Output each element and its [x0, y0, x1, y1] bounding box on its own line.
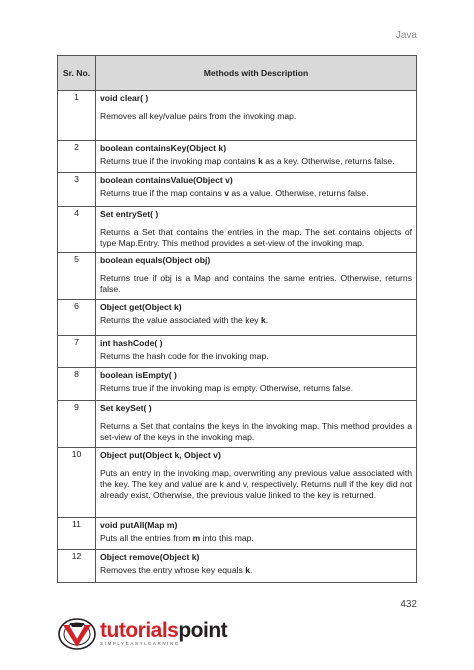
description-emphasis: m — [192, 533, 201, 543]
row-number: 2 — [58, 141, 96, 173]
row-number: 1 — [58, 91, 96, 141]
method-signature: boolean containsValue(Object v) — [100, 175, 233, 185]
method-cell — [96, 253, 417, 300]
method-signature: void putAll(Map m) — [100, 520, 178, 530]
table-header-row — [58, 56, 417, 91]
method-cell — [96, 173, 417, 207]
table-row — [58, 518, 417, 550]
method-description — [100, 227, 412, 249]
method-description — [100, 533, 412, 544]
table-row — [58, 173, 417, 207]
table-row — [58, 336, 417, 368]
method-description — [100, 111, 412, 122]
logo-tagline: SIMPLYEASYLEARNING — [100, 641, 180, 646]
logo-wordmark: tutorialspoint — [100, 619, 228, 642]
row-number: 8 — [58, 368, 96, 401]
table-row — [58, 207, 417, 253]
description-text: into this map. — [200, 533, 254, 543]
method-cell — [96, 401, 417, 448]
method-signature: Object put(Object k, Object v) — [100, 450, 221, 460]
method-cell — [96, 207, 417, 253]
logo-mark-icon — [57, 617, 97, 651]
description-text: Returns a Set that contains the entries in the map. The set contains objects of type Map.Entry. This method provides a set-view of the invoking map. — [100, 227, 412, 248]
row-number: 6 — [58, 300, 96, 336]
description-text: Removes all key/value pairs from the invoking map. — [100, 111, 297, 121]
method-description — [100, 421, 412, 443]
table-row — [58, 368, 417, 401]
row-number: 5 — [58, 253, 96, 300]
method-signature: Object remove(Object k) — [100, 552, 200, 562]
description-emphasis: k — [258, 156, 263, 166]
description-text: . — [265, 315, 269, 325]
table-row — [58, 550, 417, 583]
description-emphasis: k — [260, 315, 266, 325]
method-signature: boolean containsKey(Object k) — [100, 143, 227, 153]
description-text: Returns a Set that contains the keys in the invoking map. This method provides a set-view of the keys in the invoking map. — [100, 421, 412, 442]
method-description — [100, 273, 412, 295]
method-cell — [96, 91, 417, 141]
row-number: 12 — [58, 550, 96, 583]
description-text: . — [250, 565, 253, 575]
row-number: 9 — [58, 401, 96, 448]
method-cell — [96, 550, 417, 583]
description-text: Puts all the entries from — [100, 533, 193, 543]
column-header-sr-no: Sr. No. — [58, 56, 96, 91]
method-description — [100, 351, 412, 362]
description-text: Returns true if the invoking map contains — [100, 156, 259, 166]
method-cell — [96, 300, 417, 336]
row-number: 11 — [58, 518, 96, 550]
method-cell — [96, 141, 417, 173]
method-cell — [96, 368, 417, 401]
method-description — [100, 565, 412, 576]
description-text: Returns true if the map contains — [100, 188, 225, 198]
method-description — [100, 156, 412, 167]
method-description — [100, 315, 412, 326]
tutorialspoint-logo — [57, 617, 227, 651]
table-row — [58, 253, 417, 300]
table-row — [58, 300, 417, 336]
method-signature: Object get(Object k) — [100, 302, 182, 312]
method-description — [100, 468, 412, 501]
method-signature: Set keySet( ) — [100, 403, 152, 413]
method-description — [100, 188, 412, 199]
description-text: Returns true if the invoking map is empty. Otherwise, returns false. — [100, 383, 353, 393]
header-title: Java — [395, 30, 417, 41]
description-text: Removes the entry whose key equals — [100, 565, 246, 575]
method-cell — [96, 336, 417, 368]
method-cell — [96, 448, 417, 518]
column-header-methods: Methods with Description — [96, 56, 417, 91]
row-number: 7 — [58, 336, 96, 368]
row-number: 3 — [58, 173, 96, 207]
method-signature: Set entrySet( ) — [100, 209, 159, 219]
page-number: 432 — [400, 599, 417, 610]
description-text: Returns the value associated with the key — [100, 315, 261, 325]
row-number: 4 — [58, 207, 96, 253]
description-text: as a key. Otherwise, returns false. — [262, 156, 395, 166]
method-signature: boolean isEmpty( ) — [100, 370, 177, 380]
methods-table — [57, 55, 417, 583]
description-text: as a value. Otherwise, returns false. — [228, 188, 369, 198]
method-description — [100, 383, 412, 394]
description-text: Puts an entry in the invoking map, overwriting any previous value associated with the key. The key and value are k and v, respectively. Returns null if the key did not already exist. Otherwise, the previous value linked to the key is returned. — [100, 468, 412, 500]
method-signature: void clear( ) — [100, 93, 149, 103]
description-text: Returns the hash code for the invoking map. — [100, 351, 269, 361]
description-emphasis: k — [245, 565, 250, 575]
table-row — [58, 401, 417, 448]
table-row — [58, 91, 417, 141]
method-signature: int hashCode( ) — [100, 338, 163, 348]
description-emphasis: v — [224, 188, 229, 198]
method-cell — [96, 518, 417, 550]
table-row — [58, 141, 417, 173]
row-number: 10 — [58, 448, 96, 518]
description-text: Returns true if obj is a Map and contains the same entries. Otherwise, returns false. — [100, 273, 412, 294]
method-signature: boolean equals(Object obj) — [100, 255, 211, 265]
table-row — [58, 448, 417, 518]
